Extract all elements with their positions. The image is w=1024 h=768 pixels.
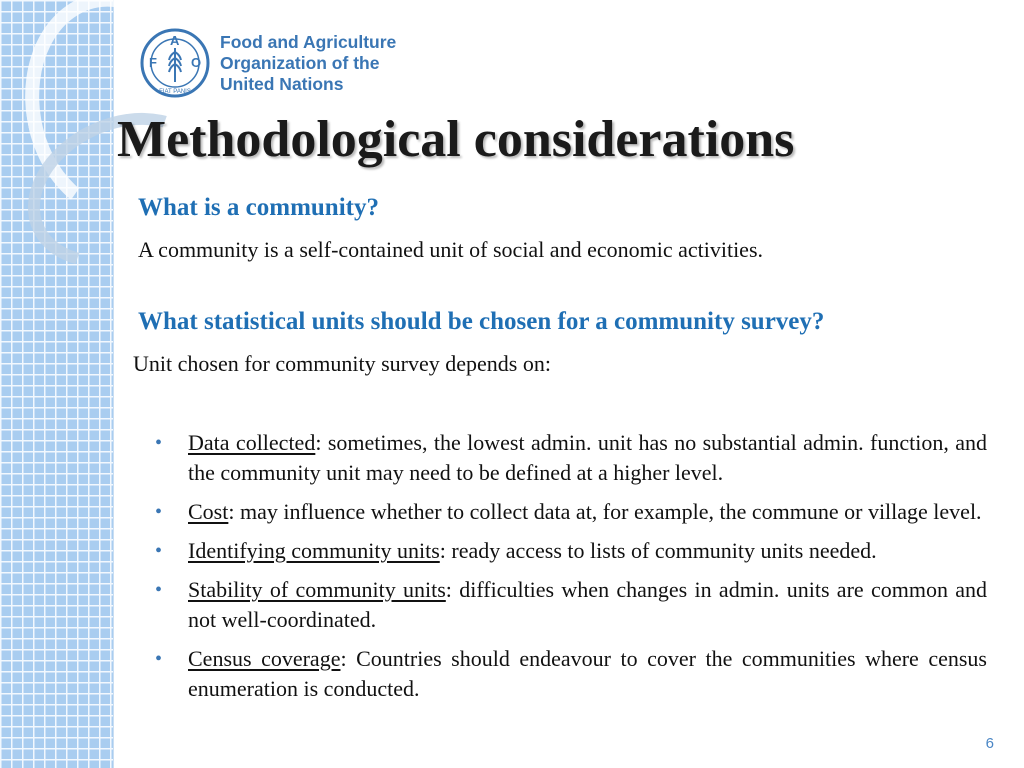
logo-line: Food and Agriculture: [220, 31, 397, 52]
slide-title: Methodological considerations: [117, 111, 795, 168]
logo-line: United Nations: [220, 73, 344, 94]
logo-line: Organization of the: [220, 52, 380, 73]
fao-logo: [140, 28, 396, 98]
question-community: What is a community?: [138, 194, 379, 221]
bullet-item: [155, 428, 987, 488]
emblem-letter-o: O: [191, 55, 202, 70]
bullet-term: Cost: [188, 499, 229, 524]
fao-emblem-icon: [140, 28, 210, 98]
bullet-term: Identifying community units: [188, 538, 440, 563]
emblem-letter-f: F: [149, 55, 157, 70]
bullet-text: : may influence whether to collect data at, for example, the commune or village level.: [228, 499, 982, 524]
bullet-icon: •: [155, 540, 163, 562]
intro-units: Unit chosen for community survey depends on:: [133, 351, 551, 376]
bullet-item: [155, 497, 987, 527]
answer-community: A community is a self-contained unit of social and economic activities.: [138, 237, 764, 262]
emblem-motto: FIAT PANIS: [159, 89, 191, 95]
bullet-term: Stability of community units: [188, 577, 446, 602]
emblem-letter-a: A: [170, 33, 180, 48]
bullet-term: Census coverage: [188, 646, 341, 671]
bullet-icon: •: [155, 432, 163, 454]
bullet-text: : sometimes, the lowest admin. unit has no substantial admin. function, and the community unit may need to be defined at a higher level.: [188, 430, 987, 485]
bullet-list: [155, 428, 987, 713]
question-statistical-units: What statistical units should be chosen for a community survey?: [138, 308, 825, 335]
bullet-text: : Countries should endeavour to cover the communities where census enumeration is conducted.: [188, 646, 987, 701]
bullet-item: [155, 644, 987, 704]
bullet-icon: •: [155, 501, 163, 523]
bullet-term: Data collected: [188, 430, 316, 455]
bullet-item: [155, 536, 987, 566]
bullet-text: : difficulties when changes in admin. units are common and not well-coordinated.: [188, 577, 988, 632]
bullet-icon: •: [155, 579, 163, 601]
bullet-item: [155, 575, 987, 635]
page-number: 6: [985, 735, 994, 752]
fao-logo-text: [220, 32, 396, 95]
bullet-text: : ready access to lists of community units needed.: [439, 538, 877, 563]
bullet-icon: •: [155, 648, 163, 670]
